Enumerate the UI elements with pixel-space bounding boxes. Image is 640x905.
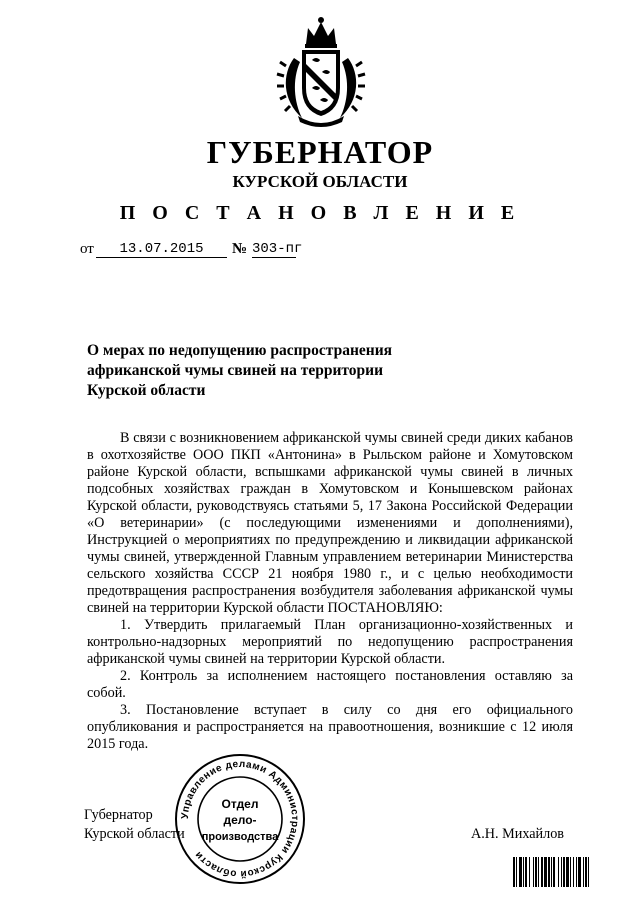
decree-date: 13.07.2015: [96, 241, 227, 258]
stamp-ring-text: Управление делами Администрации Курской области: [179, 758, 301, 880]
decree-number: 303-пг: [252, 241, 303, 257]
office-stamp-icon: [173, 752, 307, 886]
subject-line: Курской области: [87, 382, 206, 399]
stamp-inner-line: дело-: [223, 813, 257, 827]
position-line: Губернатор: [84, 807, 153, 823]
body-item: 3. Постановление вступает в силу со дня его официального опубликования и распространяется на правоотношения, возникшие с 12 июля 2015 года.: [87, 702, 573, 752]
signatory-position: [84, 806, 185, 844]
body-item: 2. Контроль за исполнением настоящего постановления оставляю за собой.: [87, 668, 573, 701]
signatory-name: А.Н. Михайлов: [471, 826, 565, 842]
body-item: 1. Утвердить прилагаемый План организационно-хозяйственных и контрольно-надзорных мероприятий по недопущению распространения африканской чумы свиней на территории Курской области.: [87, 617, 573, 667]
coat-of-arms-icon: [272, 14, 370, 130]
stamp-inner-line: производства: [201, 831, 279, 843]
document-title: ГУБЕРНАТОР: [206, 134, 434, 170]
body-intro-paragraph: В связи с возникновением африканской чумы свиней среди диких кабанов в охотхозяйстве ООО ПКП «Антонина» в Рыльском районе и Хомутовском районе Курской области, вспышками африканской чумы свиней в личных подсобных хозяйствах граждан в Хомутовском и Конышевском районах Курской области, руководствуясь статьями 5, 17 Закона Российской Федерации «О ветеринарии» (с последующими изменениями и дополнениями), Инструкцией о мероприятиях по предупреждению и ликвидации африканской чумы свиней, утвержденной Главным управлением ветеринарии Министерства сельского хозяйства СССР 21 ноября 1980 г., и с целью необходимости предотвращения распространения возбудителя заболевания африканской чумы свиней на территории Курской области ПОСТАНОВЛЯЮ:: [87, 430, 573, 616]
position-line: Курской области: [84, 826, 185, 842]
stamp-inner-line: Отдел: [221, 797, 259, 811]
subject-line: О мерах по недопущению распространения: [87, 342, 393, 359]
decree-subject: [87, 341, 417, 401]
decree-body: [87, 430, 573, 753]
document-type: П О С Т А Н О В Л Е Н И Е: [119, 202, 521, 224]
barcode-icon: [513, 857, 610, 887]
date-label: от: [80, 241, 94, 257]
number-label: №: [232, 241, 248, 257]
document-region: КУРСКОЙ ОБЛАСТИ: [232, 172, 408, 191]
subject-line: африканской чумы свиней на территории: [87, 362, 384, 379]
